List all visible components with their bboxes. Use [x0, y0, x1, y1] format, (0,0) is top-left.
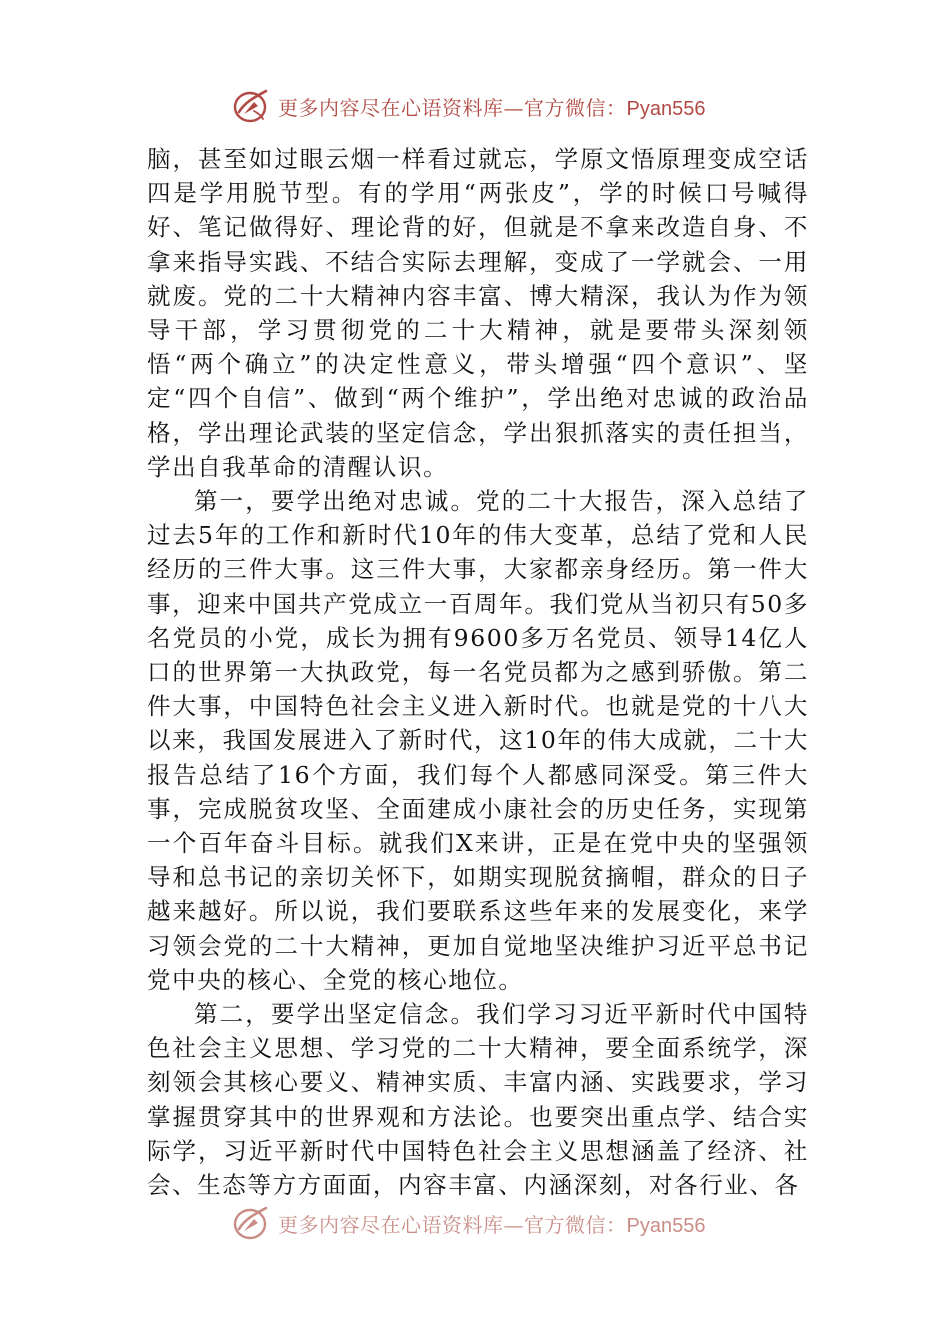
footer-watermark	[230, 1198, 730, 1242]
header-banner-text: 更多内容尽在心语资料库—官方微信：Pyan556	[278, 95, 706, 120]
wechat-id: Pyan556	[626, 97, 706, 120]
pen-circle-icon	[230, 87, 272, 125]
header-banner	[230, 86, 730, 126]
footer-banner-text: 更多内容尽在心语资料库—官方微信：Pyan556	[278, 1212, 706, 1237]
paragraph-3: 第二，要学出坚定信念。我们学习习近平新时代中国特色社会主义思想、学习党的二十大精神，要全面系统学，深刻领会其核心要义、精神实质、丰富内涵、实践要求，学习掌握贯穿其中的世界观和方法论。也要突出重点学、结合实际学，习近平新时代中国特色社会主义思想涵盖了经济、社会、生态等方方面面，内容丰富、内涵深刻，对各行业、各	[147, 1000, 809, 1200]
pen-circle-icon	[230, 1204, 272, 1242]
document-body	[147, 142, 809, 1202]
paragraph-1: 脑，甚至如过眼云烟一样看过就忘，学原文悟原理变成空话四是学用脱节型。有的学用“两张皮”，学的时候口号喊得好、笔记做得好、理论背的好，但就是不拿来改造自身、不拿来指导实践、不结合实际去理解，变成了一学就会、一用就废。党的二十大精神内容丰富、博大精深，我认为作为领导干部，学习贯彻党的二十大精神，就是要带头深刻领悟“两个确立”的决定性意义，带头增强“四个意识”、坚定“四个自信”、做到“两个维护”，学出绝对忠诚的政治品格，学出理论武装的坚定信念，学出狠抓落实的责任担当，学出自我革命的清醒认识。	[147, 145, 809, 481]
footer-wechat-id: Pyan556	[626, 1214, 706, 1237]
paragraph-2: 第一，要学出绝对忠诚。党的二十大报告，深入总结了过去5年的工作和新时代10年的伟大变革，总结了党和人民经历的三件大事。这三件大事，大家都亲身经历。第一件大事，迎来中国共产党成立一百周年。我们党从当初只有50多名党员的小党，成长为拥有9600多万名党员、领导14亿人口的世界第一大执政党，每一名党员都为之感到骄傲。第二件大事，中国特色社会主义进入新时代。也就是党的十八大以来，我国发展进入了新时代，这10年的伟大成就，二十大报告总结了16个方面，我们每个人都感同深受。第三件大事，完成脱贫攻坚、全面建成小康社会的历史任务，实现第一个百年奋斗目标。就我们X来讲，正是在党中央的坚强领导和总书记的亲切关怀下，如期实现脱贫摘帽，群众的日子越来越好。所以说，我们要联系这些年来的发展变化，来学习领会党的二十大精神，更加自觉地坚决维护习近平总书记党中央的核心、全党的核心地位。	[147, 487, 809, 994]
